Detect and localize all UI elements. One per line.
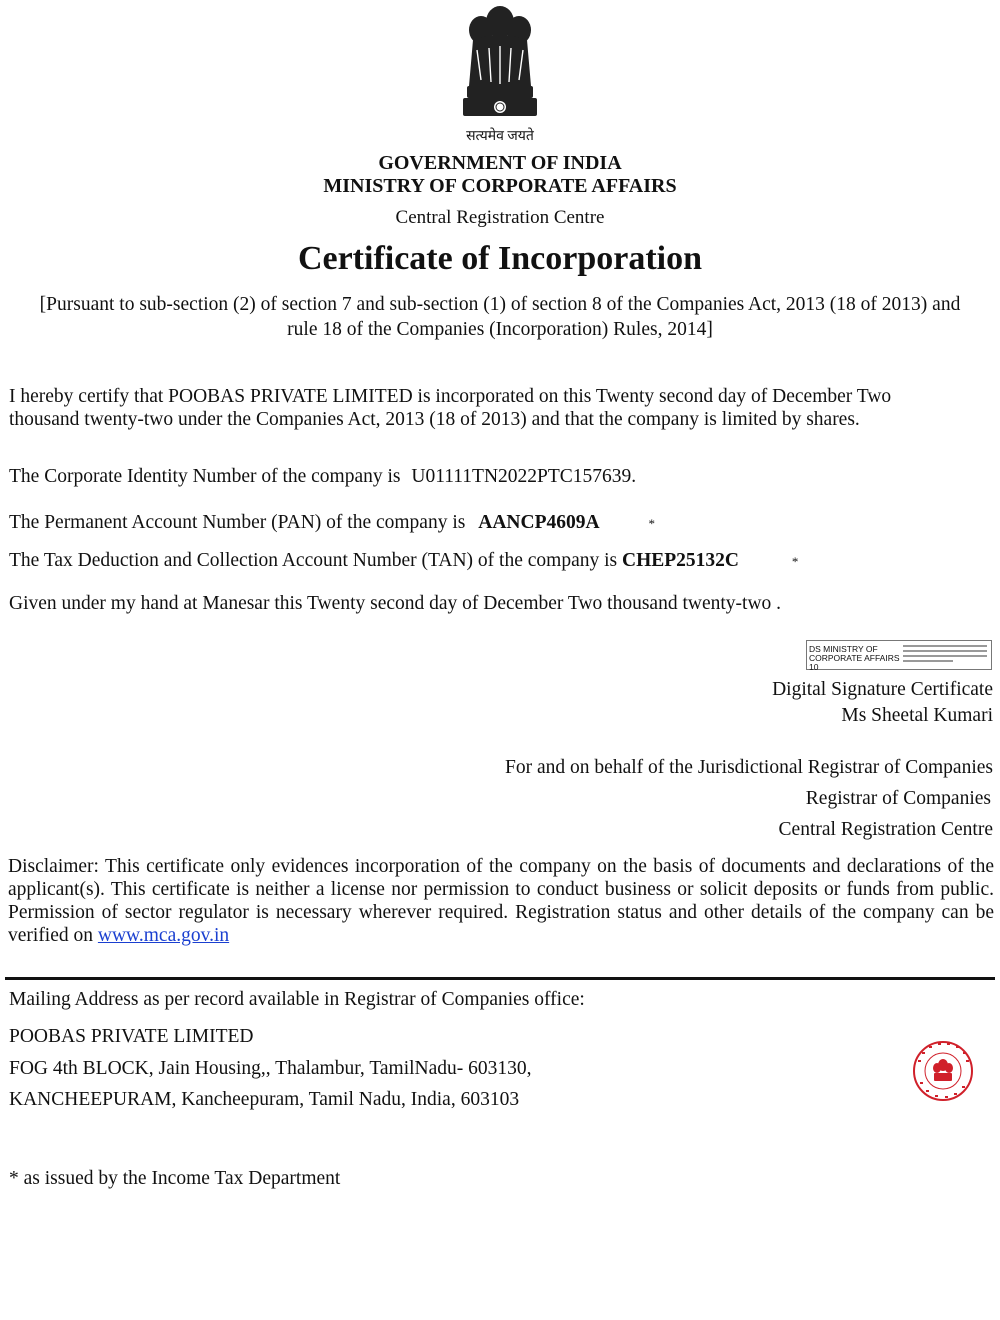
certification-statement [9,385,989,431]
address-line3: KANCHEEPURAM, Kancheepuram, Tamil Nadu, India, 603103 [9,1089,520,1110]
signature-box-line2: CORPORATE AFFAIRS 10 [809,653,900,672]
pan-row [9,511,989,535]
signatory-name: Ms Sheetal Kumari [841,705,993,726]
mailing-address-heading: Mailing Address as per record available in Registrar of Companies office: [9,989,585,1010]
cin-row [9,465,989,488]
cin-value: U01111TN2022PTC157639. [411,466,637,487]
given-statement: Given under my hand at Manesar this Twenty second day of December Two thousand twenty-two . [9,593,782,614]
pan-footnote-mark: * [648,516,655,531]
dsc-label: Digital Signature Certificate [772,679,993,700]
signature-box-line1: DS MINISTRY OF [809,644,878,654]
disclaimer-text: Disclaimer: This certificate only evidences incorporation of the company on the basis of documents and declarations of the applicant(s). This certificate is neither a license nor permission to conduct business or solicit deposits or funds from public. Permission of sector regulator is necessary wherever required. Registration status and other details of the company can be verified on [8,856,994,946]
pan-tan-footnote: * as issued by the Income Tax Department [9,1168,341,1189]
legal-reference-line2: rule 18 of the Companies (Incorporation) Rules, 2014] [287,319,713,340]
disclaimer [8,855,994,947]
certificate-title: Certificate of Incorporation [297,240,703,277]
section-divider [5,977,995,980]
government-heading: GOVERNMENT OF INDIA [378,152,622,174]
signature-box-label [809,645,909,672]
centre-heading: Central Registration Centre [395,207,605,228]
tan-footnote-mark: * [791,554,799,569]
legal-reference-line1: [Pursuant to sub-section (2) of section 7 and sub-section (1) of section 8 of the Companies Act, 2013 (18 of 2013) and [39,294,961,315]
issuing-authority [0,152,1000,198]
behalf-line: For and on behalf of the Jurisdictional Registrar of Companies [505,757,993,778]
certification-line1: I hereby certify that POOBAS PRIVATE LIMITED is incorporated on this Twenty second day of December Two [9,386,892,407]
registrar-seal-icon [912,1040,974,1102]
digital-signature-box [806,640,992,670]
tan-label: The Tax Deduction and Collection Account Number (TAN) of the company is [9,550,618,571]
tan-row [9,549,989,573]
registrar-designation: Registrar of Companies [805,788,991,809]
address-line2: FOG 4th BLOCK, Jain Housing,, Thalambur, TamilNadu- 603130, [9,1058,532,1079]
mca-website-link[interactable]: www.mca.gov.in [97,925,230,946]
pan-value: AANCP4609A [478,512,600,533]
legal-reference [10,292,990,342]
cin-label: The Corporate Identity Number of the company is [9,466,401,487]
national-motto: सत्यमेव जयते [466,129,534,144]
ministry-heading: MINISTRY OF CORPORATE AFFAIRS [323,175,677,197]
signature-details [903,643,987,665]
certification-line2: thousand twenty-two under the Companies Act, 2013 (18 of 2013) and that the company is limited by shares. [9,409,860,430]
address-line1: POOBAS PRIVATE LIMITED [9,1026,254,1047]
tan-value: CHEP25132C [621,550,739,571]
pan-label: The Permanent Account Number (PAN) of the company is [9,512,466,533]
registrar-office: Central Registration Centre [778,819,993,840]
state-emblem-icon [455,0,545,128]
